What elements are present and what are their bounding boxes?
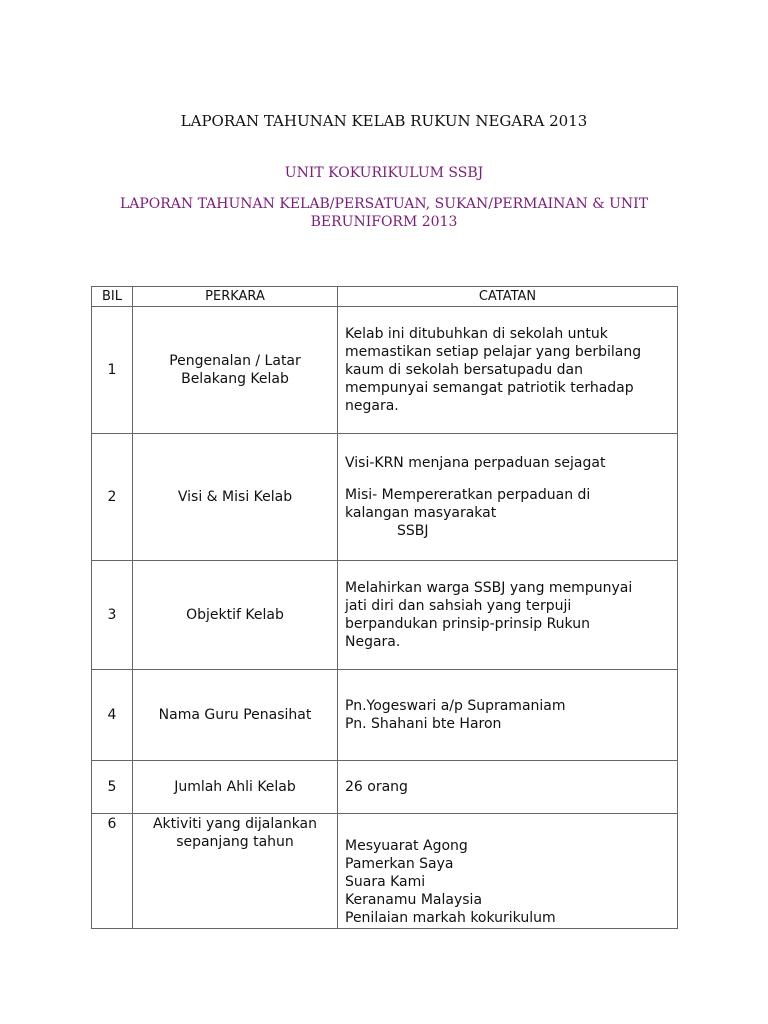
catatan-line: Pn. Shahani bte Haron <box>345 716 502 732</box>
catatan-line: Negara. <box>345 634 401 650</box>
header-perkara: PERKARA <box>133 287 338 307</box>
catatan-line: berpandukan prinsip-prinsip Rukun <box>345 616 590 632</box>
row-perkara <box>133 670 338 761</box>
row-number: 6 <box>92 814 133 929</box>
table-row <box>92 561 678 670</box>
perkara-line: Nama Guru Penasihat <box>158 707 312 723</box>
row-perkara <box>133 561 338 670</box>
row-number: 3 <box>92 561 133 670</box>
row-number: 2 <box>92 434 133 561</box>
header-catatan: CATATAN <box>338 287 678 307</box>
row-perkara <box>133 434 338 561</box>
report-table <box>91 286 678 929</box>
document-title: LAPORAN TAHUNAN KELAB RUKUN NEGARA 2013 <box>180 112 588 130</box>
row-perkara <box>133 761 338 814</box>
header-bil: BIL <box>92 287 133 307</box>
catatan-line: mempunyai semangat patriotik terhadap <box>345 380 634 396</box>
row-catatan <box>338 814 678 929</box>
catatan-line: SSBJ <box>397 523 429 539</box>
catatan-line: Melahirkan warga SSBJ yang mempunyai <box>345 580 633 596</box>
catatan-line: Misi- Mempereratkan perpaduan di <box>345 487 591 503</box>
perkara-line: Visi & Misi Kelab <box>177 489 293 505</box>
table-row <box>92 761 678 814</box>
catatan-line: jati diri dan sahsiah yang terpuji <box>345 598 572 614</box>
perkara-line: Jumlah Ahli Kelab <box>174 779 296 795</box>
catatan-line: kalangan masyarakat <box>345 505 497 521</box>
table-row <box>92 434 678 561</box>
row-number: 4 <box>92 670 133 761</box>
catatan-line: Pamerkan Saya <box>345 856 454 872</box>
catatan-line: kaum di sekolah bersatupadu dan <box>345 362 584 378</box>
row-catatan <box>338 561 678 670</box>
row-perkara <box>133 307 338 434</box>
row-number: 5 <box>92 761 133 814</box>
table-row <box>92 814 678 929</box>
line-gap <box>345 472 671 486</box>
catatan-line: memastikan setiap pelajar yang berbilang <box>345 344 642 360</box>
perkara-line: sepanjang tahun <box>176 834 294 850</box>
perkara-line: Pengenalan / Latar <box>169 353 301 369</box>
row-catatan <box>338 434 678 561</box>
table-header-row <box>92 287 678 307</box>
row-catatan <box>338 761 678 814</box>
catatan-line: Keranamu Malaysia <box>345 892 483 908</box>
row-catatan <box>338 670 678 761</box>
row-catatan <box>338 307 678 434</box>
catatan-line: Mesyuarat Agong <box>345 838 468 854</box>
catatan-line: Suara Kami <box>345 874 426 890</box>
perkara-line: Aktiviti yang dijalankan <box>152 816 318 832</box>
report-subtitle <box>80 195 688 231</box>
catatan-line: Penilaian markah kokurikulum <box>345 910 556 926</box>
catatan-line: Pn.Yogeswari a/p Supramaniam <box>345 698 566 714</box>
subtitle-line: LAPORAN TAHUNAN KELAB/PERSATUAN, SUKAN/PERMAINAN & UNIT <box>119 196 649 212</box>
table-row <box>92 307 678 434</box>
unit-heading: UNIT KOKURIKULUM SSBJ <box>284 165 484 181</box>
subtitle-line: BERUNIFORM 2013 <box>310 214 458 230</box>
row-perkara <box>133 814 338 929</box>
catatan-line: Visi-KRN menjana perpaduan sejagat <box>345 455 606 471</box>
row-number: 1 <box>92 307 133 434</box>
perkara-line: Objektif Kelab <box>186 607 284 623</box>
catatan-line: Kelab ini ditubuhkan di sekolah untuk <box>345 326 608 342</box>
perkara-line: Belakang Kelab <box>181 371 289 387</box>
catatan-line: 26 orang <box>345 779 408 795</box>
table-row <box>92 670 678 761</box>
catatan-line: negara. <box>345 398 399 414</box>
